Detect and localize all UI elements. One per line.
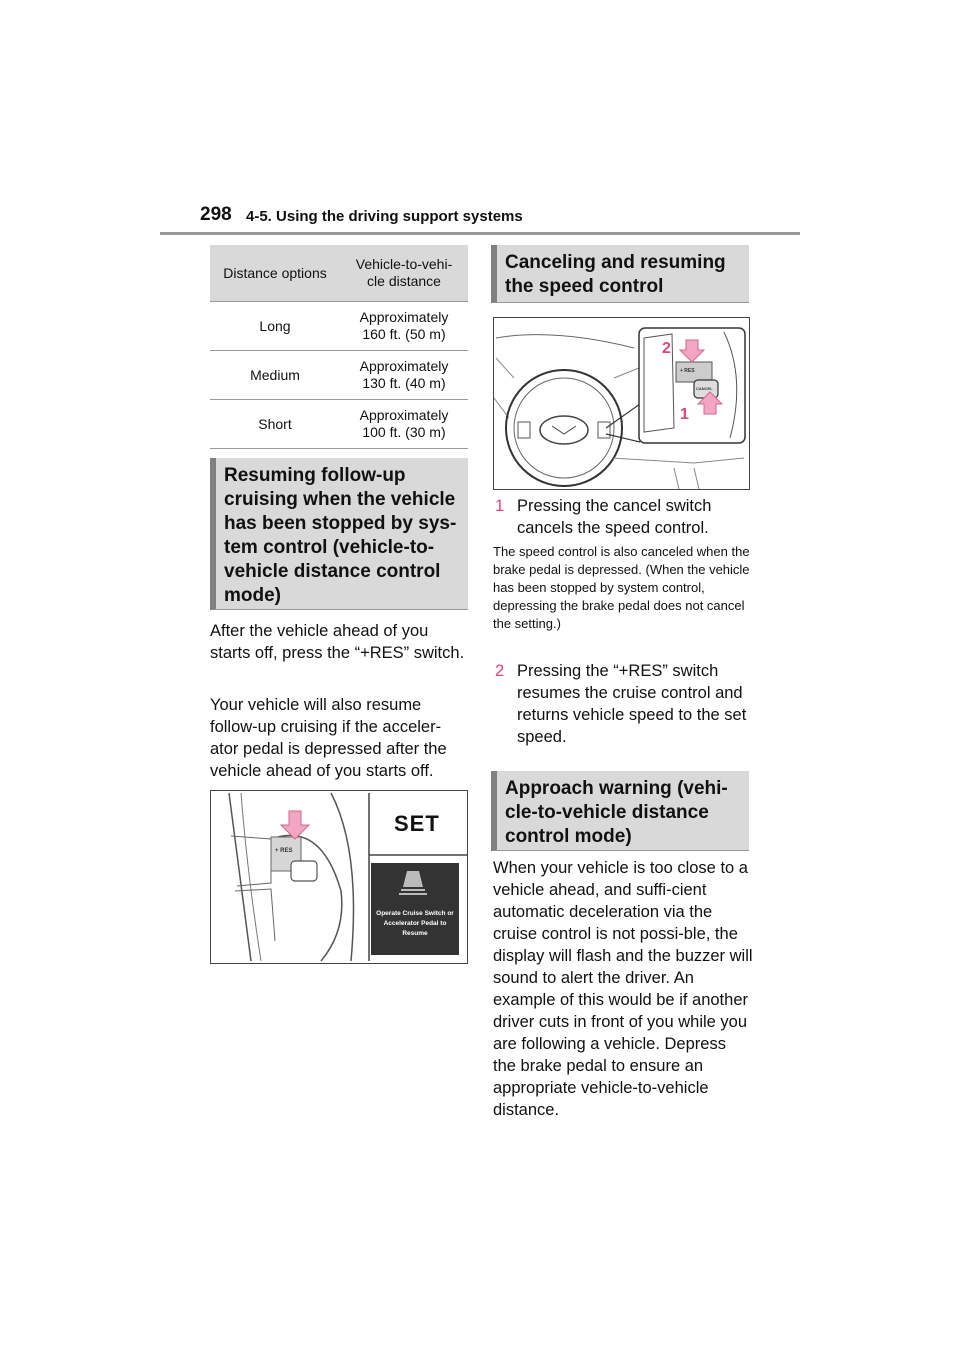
step-text: Pressing the “+RES” switch resumes the cruise control and returns vehicle speed to the set speed.	[517, 662, 747, 746]
steering-wheel-illustration	[494, 318, 749, 489]
header-vehicle-distance: Vehicle-to-vehi- cle distance	[355, 256, 453, 289]
figure-cancel-res-switch	[493, 317, 750, 490]
step-2	[495, 660, 753, 750]
step-1	[495, 495, 753, 541]
paragraph-after-vehicle-ahead: After the vehicle ahead of you starts off, press the “+RES” switch.	[210, 622, 465, 662]
heading-text: Resuming follow-up cruising when the vehicle has been stopped by sys-tem control (vehicle-to-vehicle distance control mode)	[224, 465, 457, 606]
step-number: 2	[495, 662, 505, 680]
table-header-cell	[210, 245, 340, 302]
cancel-switch-label: CANCEL	[696, 386, 713, 391]
table-cell: Long	[210, 302, 340, 351]
header-rule	[160, 232, 800, 235]
cancel-note: The speed control is also canceled when the brake pedal is depressed. (When the vehicle has been stopped by system control, depressing the brake pedal does not cancel the setting.)	[493, 544, 750, 631]
page-number: 298	[200, 204, 232, 225]
table-header-row	[210, 245, 468, 302]
heading-approach-warning	[491, 771, 749, 851]
table-cell: Medium	[210, 351, 340, 400]
res-switch-label: + RES	[275, 848, 293, 854]
heading-text: Approach warning (vehi-cle-to-vehicle distance control mode)	[505, 778, 728, 847]
table-cell: Approximately 160 ft. (50 m)	[340, 302, 468, 351]
display-message-line: Resume	[402, 930, 428, 937]
display-message-line: Accelerator Pedal to	[383, 920, 447, 927]
callout-label-2: 2	[662, 340, 671, 357]
step-text: Pressing the cancel switch cancels the speed control.	[517, 497, 712, 537]
table-cell: Short	[210, 400, 340, 449]
table-row	[210, 302, 468, 351]
display-message-line: Operate Cruise Switch or	[376, 910, 454, 917]
res-switch-label: + RES	[680, 368, 695, 374]
table-cell: Approximately 130 ft. (40 m)	[340, 351, 468, 400]
heading-canceling-resuming	[491, 245, 749, 303]
table-row	[210, 400, 468, 449]
distance-table	[210, 245, 468, 449]
paragraph-approach-warning: When your vehicle is too close to a vehicle ahead, and suffi-cient automatic deceleration via the cruise control is not possi-ble, the display will flash and the buzzer will sound to alert the driver. An example of this would be if another driver cuts in front of you while you are following a vehicle. Depress the brake pedal to ensure an appropriate vehicle-to-vehicle distance.	[493, 859, 753, 1119]
header-distance-options: Distance options	[223, 264, 327, 281]
step-number: 1	[495, 497, 505, 515]
section-title: 4-5. Using the driving support systems	[246, 208, 523, 225]
callout-label-1: 1	[680, 406, 689, 423]
paragraph-your-vehicle-resume: Your vehicle will also resume follow-up cruising if the acceler-ator pedal is depressed after the vehicle ahead of you starts off.	[210, 696, 447, 780]
heading-text: Canceling and resuming the speed control	[505, 252, 726, 297]
heading-resuming-follow-up	[210, 458, 468, 610]
table-row	[210, 351, 468, 400]
display-message	[371, 909, 459, 939]
table-cell: Approximately 100 ft. (30 m)	[340, 400, 468, 449]
figure-res-switch-display	[210, 790, 468, 964]
table-header-cell	[340, 245, 468, 302]
display-set-label: SET	[394, 811, 440, 836]
